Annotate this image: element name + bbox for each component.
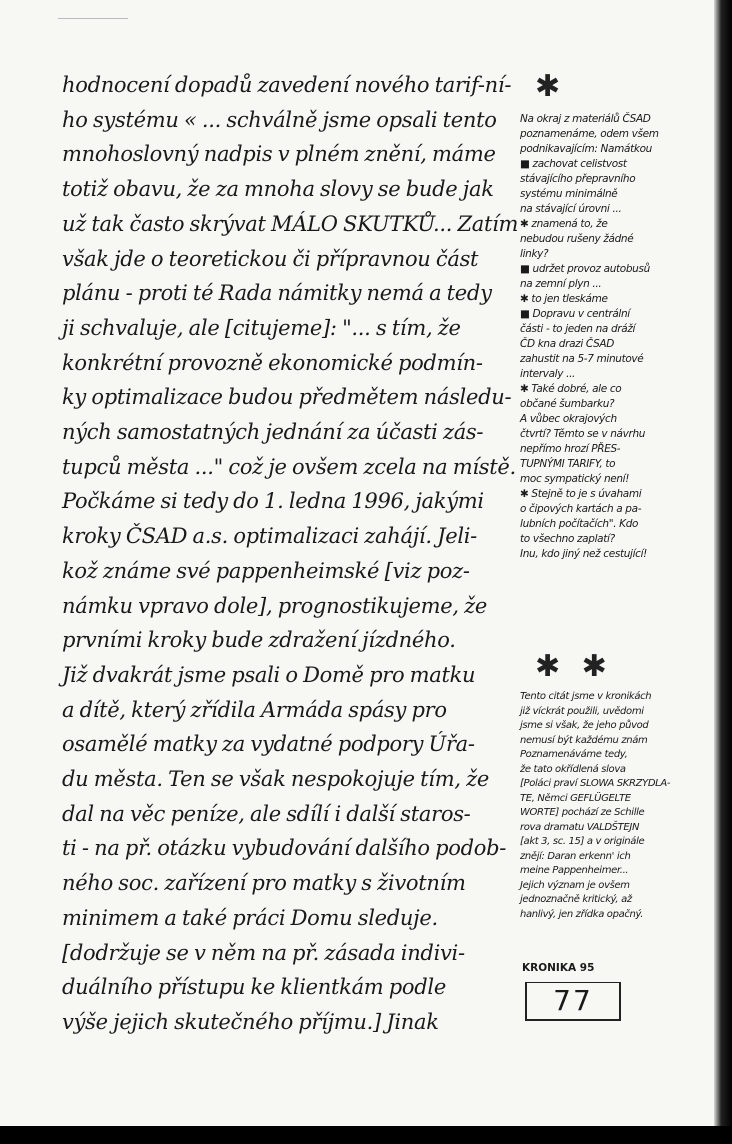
margin-note-line: [akt 3, sc. 15] a v originále: [520, 836, 645, 847]
margin-note-line: jsme si však, že jeho původ: [520, 720, 649, 731]
margin-note-line: Jejich význam je ovšem: [520, 879, 630, 891]
text-line: výše jejich skutečného příjmu.] Jinak: [62, 1009, 439, 1034]
margin-note-line: že tato okřídlená slova: [520, 763, 626, 775]
text-line: ky optimalizace budou předmětem následu-: [62, 385, 512, 410]
margin-note-line: ■ udržet provoz autobusů: [520, 263, 650, 275]
margin-note-line: Poznamenáváme tedy,: [520, 749, 628, 760]
margin-note-line: ✱ Také dobré, ale co: [520, 383, 622, 395]
margin-note-line: zahustit na 5-7 minutové: [520, 353, 644, 365]
text-line: ti - na př. otázku vybudování dalšího podob-: [62, 836, 507, 861]
margin-note-line: to všechno zaplatí?: [520, 533, 615, 545]
double-asterisk-mark: ✱ ✱: [535, 649, 613, 684]
margin-note-line: podnikavajícím: Namátkou: [520, 143, 652, 155]
margin-note-line: TE, Němci GEFLÜGELTE: [520, 792, 631, 804]
text-line: konkrétní provozně ekonomické podmín-: [62, 350, 483, 375]
text-line: a dítě, který zřídila Armáda spásy pro: [62, 697, 447, 722]
margin-note-line: stávajícího přepravního: [520, 173, 636, 185]
margin-note-line: moc sympatický není!: [520, 473, 630, 485]
text-line: Již dvakrát jsme psali o Domě pro matku: [62, 662, 476, 687]
margin-note-line: na zemní plyn ...: [520, 278, 602, 290]
margin-note-line: Tento citát jsme v kronikách: [520, 691, 652, 702]
text-line: minimem a také práci Domu sleduje.: [62, 905, 438, 930]
text-line: du města. Ten se však nespokojuje tím, že: [62, 767, 489, 792]
margin-note-line: TUPNÝMI TARIFY, to: [520, 458, 616, 470]
margin-note-line: na stávající úrovni ...: [520, 203, 622, 215]
text-line: ji schvaluje, ale [citujeme]: "... s tím, že: [62, 315, 461, 340]
margin-note-line: nebudou rušeny žádné: [520, 233, 634, 245]
margin-note-line: části - to jeden na dráží: [520, 323, 636, 335]
margin-note-line: [Poláci praví SLOWA SKRZYDLA-: [520, 778, 671, 789]
main-column-text: [62, 68, 519, 1040]
text-line: ho systému « ... schválně jsme opsali tento: [62, 107, 497, 132]
margin-note-csad: [520, 112, 710, 562]
margin-note-line: občané šumbarku?: [520, 398, 615, 410]
margin-note-line: hanlivý, jen zřídka opačný.: [520, 908, 644, 920]
margin-note-line: nemusí být každému znám: [520, 734, 648, 746]
margin-note-line: jednoznačně kritický, až: [520, 894, 632, 905]
margin-note-line: lubních počítačích". Kdo: [520, 518, 639, 530]
chronicle-signature: KRONIKA 95: [522, 962, 595, 974]
text-line: námku vpravo dole], prognostikujeme, že: [62, 593, 488, 618]
margin-note-line: znějí: Daran erkenn' ich: [520, 850, 631, 862]
text-line: Počkáme si tedy do 1. ledna 1996, jakými: [62, 489, 484, 514]
asterisk-mark: ✱: [535, 69, 561, 104]
text-line: kož známe své pappenheimské [viz poz-: [62, 558, 470, 583]
margin-note-pappenheim: [520, 690, 710, 922]
margin-note-line: nepřímo hrozí PŘES-: [520, 443, 621, 455]
header-rule: [58, 18, 128, 19]
text-line: plánu - proti té Rada námitky nemá a tedy: [62, 281, 492, 306]
text-line: duálního přístupu ke klientkám podle: [62, 975, 446, 1000]
margin-note-line: Na okraj z materiálů ČSAD: [520, 113, 651, 125]
margin-note-line: čtvrtí? Těmto se v návrhu: [520, 428, 646, 440]
text-line: totiž obavu, že za mnoha slovy se bude jak: [62, 177, 494, 202]
text-line: hodnocení dopadů zavedení nového tarif-ní-: [62, 73, 512, 97]
margin-note-line: intervaly ...: [520, 368, 576, 380]
margin-note-line: ✱ to jen tleskáme: [520, 293, 608, 305]
margin-note-line: poznamenáme, odem všem: [520, 128, 659, 140]
margin-note-line: rova dramatu VALDŠTEJN: [520, 821, 640, 833]
text-line: už tak často skrývat MÁLO SKUTKŮ... Zatím: [62, 211, 519, 236]
margin-note-line: WORTE] pochází ze Schille: [520, 807, 645, 818]
margin-note-line: A vůbec okrajových: [520, 413, 617, 425]
margin-note-line: ■ zachovat celistvost: [520, 158, 627, 170]
text-line: prvními kroky bude zdražení jízdného.: [62, 628, 456, 653]
text-line: [dodržuje se v něm na př. zásada indivi-: [62, 940, 465, 965]
page-number-box: 77: [525, 982, 621, 1021]
margin-note-line: o čipových kartách a pa-: [520, 503, 642, 515]
margin-note-line: meine Pappenheimer...: [520, 865, 629, 876]
margin-note-line: linky?: [520, 248, 549, 260]
scan-edge-bottom: [0, 1126, 732, 1144]
margin-note-line: ✱ znamená to, že: [520, 218, 608, 230]
margin-note-line: již víckrát použili, uvědomi: [520, 705, 644, 717]
margin-note-line: ✱ Stejně to je s úvahami: [520, 488, 642, 500]
scan-edge-right: [714, 0, 732, 1144]
margin-note-line: systému minimálně: [520, 188, 618, 200]
margin-note-line: Inu, kdo jiný než cestující!: [520, 548, 648, 560]
text-line: však jde o teoretickou či přípravnou část: [62, 246, 479, 271]
text-line: dal na věc peníze, ale sdílí i další staros-: [62, 801, 471, 826]
text-line: osamělé matky za vydatné podpory Úřa-: [62, 732, 475, 757]
text-line: kroky ČSAD a.s. optimalizaci zahájí. Jeli-: [62, 524, 477, 549]
text-line: ných samostatných jednání za účasti zás-: [62, 420, 484, 445]
text-line: ného soc. zařízení pro matky s životním: [62, 871, 466, 896]
margin-note-line: ■ Dopravu v centrální: [520, 308, 630, 320]
text-line: tupců města ..." což je ovšem zcela na místě.: [62, 454, 516, 479]
text-line: mnohoslovný nadpis v plném znění, máme: [62, 142, 496, 167]
margin-note-line: ČD kna drazi ČSAD: [520, 338, 614, 350]
